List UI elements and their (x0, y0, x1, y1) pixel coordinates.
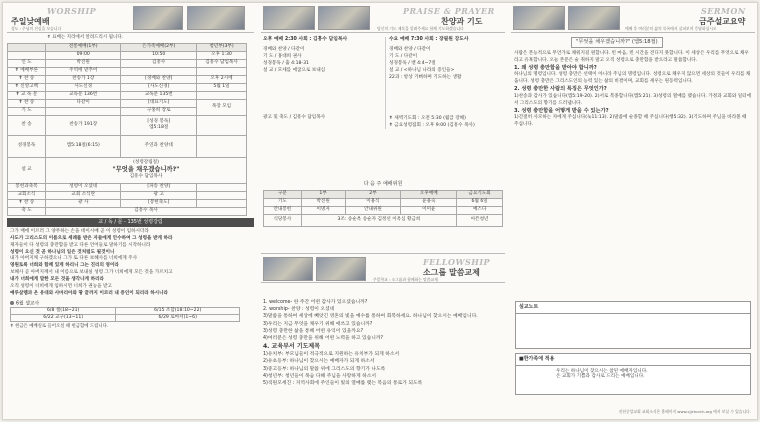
row-label: 봉헌과축복 (8, 183, 46, 191)
sermon-column (511, 3, 755, 419)
fellowship-en-title: FELLOWSHIP (423, 257, 491, 267)
row-label: 교회소식 (8, 191, 46, 199)
sermon-notes-box[interactable] (515, 301, 751, 349)
reading-line: 보혜사 곧 아버지께서 내 이름으로 보내실 성령 그가 너희에게 모든 것을 가르치고 (10, 270, 173, 276)
cell: 박진원 (301, 198, 345, 206)
sermon-preacher: 김흥수 담임목사 (129, 174, 163, 180)
cell: 목장 모임 (197, 99, 247, 115)
worship-photo-2 (187, 6, 245, 30)
cell: 주역에 맡추어 (46, 67, 121, 75)
table-row (8, 135, 247, 157)
sermon-photo-2 (568, 6, 620, 30)
sermon-summary-title: "무엇을 채우겠습니까?" (엡5:18절) (571, 37, 663, 48)
reading-line: 성령이 오신 것 곧 하나님의 일은 것처럼도 될것이니 (10, 249, 115, 255)
question-line: 3)말씀을 통하여 세상에 빼앗긴 영혼의 빛을 예수를 통하여 회복하세요. 하나님이 찾으시는 예배입니다. (263, 314, 478, 320)
sermon-point-3: 3. 성령 충만함을 어떻게 받을 수 있는가? (514, 107, 609, 114)
row-label: ✝ 찬 송 (8, 99, 46, 107)
cell (197, 183, 247, 191)
fellowship-questions (263, 299, 503, 387)
reading-line: 내가 아버지께 구하겠으니 그가 또 다른 보혜사를 너희에게 주사 (10, 256, 138, 262)
sermon-intro: 사람은 본능적으로 무언가로 채워지길 원합니다. 빈 마음, 빈 시간을 견디지 못합니다. 이 세상은 우리를 무엇으로 채우라고 유혹합니다. 오늘 본문은 술 취하지 말고 오직 성령으로 충만함을 받으라고 말씀합니다. (514, 50, 749, 63)
cell: 찬송가 1장 (46, 75, 121, 83)
order-line: 기 도 / 다같이 (389, 54, 418, 60)
bullet-icon (10, 301, 14, 305)
cell: 광 사 (46, 199, 121, 207)
cell: 6/8 셀(18~21) (11, 308, 116, 315)
cell (197, 199, 247, 207)
wednesday-service (385, 37, 503, 129)
duty-block (263, 181, 503, 227)
question-line: 1. welcome- 한 주간 어떤 감사가 있으셨습니까? (263, 300, 368, 305)
application-title: ■한가족에 적용 (516, 354, 750, 366)
praise-ko-title: 찬양과 기도 (441, 17, 483, 26)
table-row (8, 59, 247, 67)
fellowship-photo-2 (316, 257, 366, 281)
table-row (8, 75, 247, 83)
praise-banner (261, 3, 505, 33)
order-line: 22과 : 항상 기뻐하며 기도하는 생활 (389, 74, 462, 80)
row-label: ✝ 찬 송 (8, 75, 46, 83)
cell: 사도신경 (46, 83, 121, 91)
cell: 6/22 교구(13~11) (11, 315, 116, 322)
duty-title: 다 음 주 예배위원 (363, 181, 403, 187)
cell: 교독문 135번 (121, 91, 197, 99)
sermon-en-title: SERMON (701, 6, 746, 16)
cell: 찬송가 191장 (46, 115, 121, 135)
cell: 이명자 (301, 206, 345, 214)
order-line: 성경봉독 / 출 4:18-31 (263, 61, 309, 67)
application-body: 우리는 하나님이 찾으시는 참된 예배자입니다. 온 교회가 기쁨과 감사로 드리는 예배입니다. (556, 368, 648, 380)
row-label: ✝ 찬 송 (8, 199, 46, 207)
table-row (8, 115, 247, 135)
cell: [경배와 찬양] (121, 75, 197, 83)
row-label: ✝ 예배부른 (8, 67, 46, 75)
cell (197, 67, 247, 75)
sermon-subtitle: 예배 후 여러분의 삶의 목록에서 살펴보며 응답하십시오 (625, 26, 717, 31)
cell: 김흥수 (121, 59, 197, 67)
meeting-line: ✝ 새벽기도회 : 오전 5:30 (월급 강해) (389, 115, 466, 121)
fellowship-subtitle: 주일학교 : 소그룹과 함께하는 말씀교재 (373, 277, 438, 282)
meeting-line: ✝ 금요성령집회 : 오후 9:00 (김흥수 목사) (389, 122, 475, 128)
worship-order-table (7, 43, 247, 216)
schedule-title (10, 301, 251, 308)
table-row (11, 315, 240, 322)
table-row (264, 190, 503, 198)
cell: 교독문 136번 (46, 91, 121, 99)
sermon-banner (511, 3, 755, 33)
reading-bar: 교 / 독 / 문 - 135번 성령강림 (7, 218, 254, 227)
row-label: 축 도 (8, 207, 46, 215)
service-1-time: 09:00 (46, 51, 121, 59)
cell (46, 107, 121, 115)
cell (121, 115, 197, 135)
reading-line: 제자들이 다 성령의 충만함을 받고 다른 언어들로 말하기를 시작하니라 (10, 242, 151, 248)
row-label: ✝ 신앙고백 (8, 83, 46, 91)
service-1-header: 전통예배(1부) (46, 43, 121, 51)
cell: 6/29 로마서(1~6) (116, 315, 240, 322)
col-header: 오후예배 (401, 190, 457, 198)
order-line: 성경봉독 / 벧 4:4~7절 (389, 61, 436, 67)
service-3-header: 청년부(3부) (197, 43, 247, 51)
sermon-photo-1 (513, 6, 565, 30)
col-header: 1부 (301, 190, 345, 198)
sermon-point-3-body: 1)간절히 사모하는 자에게 주십니다(눅11:13). 2)말씀에 순종할 때 주십니다(행5:32). 3)기도하며 주님을 바라볼 때 주십니다. (514, 115, 747, 128)
order-line: 기 도 / 홍대희 권사 (263, 54, 302, 60)
col-header: 구분 (264, 190, 302, 198)
praise-subtitle: 당신의 기도 제목을 알려주세요 함께 기도하겠습니다 (377, 26, 464, 31)
cell (197, 91, 247, 99)
praise-photo-2 (318, 6, 370, 30)
reading-line: 사도가 그리스도의 이름으로 세례를 받은 자들에게 안수하여 그 성령을 받게 하라 (10, 235, 173, 241)
question-line: 4)여러분은 성령 충만을 위해 어떤 노력을 하고 있습니까? (263, 335, 384, 341)
worship-banner (7, 3, 254, 33)
order-line: 광고 및 축도 / 김흥수 담임목사 (263, 114, 326, 120)
table-row (8, 207, 247, 215)
service-2-time: 10:50 (121, 51, 197, 59)
cell: 오후 2시에 (197, 75, 247, 83)
cell: 광 고 (121, 191, 197, 199)
sermon-point-2: 2. 성령 충만한 사람의 특징은 무엇인가? (514, 86, 607, 93)
worship-photo-1 (133, 6, 183, 30)
homepage-note: 진천중앙교회 교회소식은 홈페이지 www.cjjchurch.org 에서 보실 수 있습니다. (618, 409, 751, 415)
table-row (8, 67, 247, 75)
table-row (264, 214, 503, 226)
reading-line: 영원토록 너희와 함께 있게 하리니 그는 진리의 영이라 (10, 263, 119, 269)
row-label: 찬 송 (8, 115, 46, 135)
cell: 이용식 (345, 198, 401, 206)
cell: [파송 찬양] (121, 183, 197, 191)
reading-line: 오직 성령이 너희에게 임하시면 너희가 권능을 받고 (10, 283, 112, 289)
sermon-point-2-body: 1)찬송과 감사가 있습니다(엡5:19-20). 2)서로 복종합니다(엡5:21). 3)성령의 열매를 맺습니다. 가정과 교회와 일터에서 그리스도의 향기를 드러냅니다. (514, 93, 752, 106)
prayer-line: 2)유초등부: 하나님이 찾으시는 예배자가 되게 하소서 (263, 359, 375, 365)
worship-subtitle: 성도 : 주님의 진실을 모습니다 (11, 26, 62, 31)
cell: 3조: 송순옥 송순자 김정선 이옥심 황금희 (301, 214, 457, 226)
table-row (264, 206, 503, 214)
row-label: 설 교 (8, 157, 46, 183)
table-row (8, 183, 247, 191)
table-row (8, 199, 247, 207)
reading-line: 내가 너희에게 말한 모든 것을 생각나게 하리라 (10, 277, 104, 283)
afternoon-service (263, 37, 381, 122)
schedule-table (10, 307, 240, 322)
cell: 김흥수 목사 (46, 207, 247, 215)
fellowship-ko-title: 소그룹 말씀교제 (423, 268, 480, 277)
prayer-line: 4)청년부: 청년들이 목숨 다해 주님을 사랑하게 하소서 (263, 373, 376, 379)
cell (197, 135, 247, 157)
cell: 5월 1일 (197, 83, 247, 91)
question-line: 2. worship- 찬양 : 성령이 오셨네 (263, 307, 335, 313)
question-line: 3)성령 충만한 삶을 통해 어떤 유익이 있을까요? (263, 328, 364, 334)
row-label: 인 도 (8, 59, 46, 67)
cell: 아픈청년 (457, 214, 503, 226)
cell-line: [성경 봉독] (147, 119, 171, 125)
cell: 교회 소식란 (46, 191, 121, 199)
responsive-reading (7, 229, 254, 298)
cell: 예스다 (457, 206, 503, 214)
cell: 성령이 오셨네 (46, 183, 121, 191)
cell: 윤용숙 (401, 198, 457, 206)
schedule-title-text: 6월 셀교사 (16, 301, 40, 307)
service-2-header: 은가족예배(2부) (121, 43, 197, 51)
sermon-cell (46, 157, 247, 183)
cell (197, 191, 247, 199)
row-label: 기 도 (8, 107, 46, 115)
cell: 기도 (264, 198, 302, 206)
schedule-block (7, 301, 254, 330)
application-box[interactable] (515, 353, 751, 395)
praise-column (261, 3, 505, 419)
col-header: 금요기도회 (457, 190, 503, 198)
cell: 이미윤 (401, 206, 457, 214)
sermon-point-1-body: 하나님의 명령입니다. 성령 충만은 선택이 아니라 주님의 명령입니다. 성령으로 채우지 않으면 세상의 것들이 우리를 채웁니다. 성령 충만은 그리스도인의 능력 있는 삶의 비결이며, 교회를 세우는 원동력입니다. (514, 72, 751, 85)
sermon-row (8, 157, 247, 183)
sermon-occasion: (성령강림절) (133, 160, 159, 166)
praise-en-title: PRAISE & PRAYER (403, 6, 495, 16)
worship-ko-title: 주일낮예배 (11, 17, 50, 26)
order-line: 설 교 / 모세를 애굽으로 보내심 (263, 67, 326, 73)
cell: 식당봉사 (264, 214, 302, 226)
fellowship-banner (261, 253, 505, 283)
cell: 주연과 찬양대 (121, 135, 197, 157)
table-row (8, 83, 247, 91)
reading-line: 예루살렘과 온 유대와 사마리아와 땅 끝까지 이르러 내 증인이 되리라 하시니라 (10, 290, 168, 296)
cell: 6/15 조합(18:10~22) (116, 308, 240, 315)
reading-line: 그가 배에 이르러 그 양무하는 손을 데이시매 곧 이 성령이 임하시더라 (10, 228, 149, 234)
prayer-line: 3)중고등부: 하나님의 말씀 위에 그리스도의 향기가 나도록 (263, 366, 386, 372)
cell (197, 115, 247, 135)
cell: 6월 6일 (457, 198, 503, 206)
worship-column (7, 3, 254, 419)
row-label: ✝ 교 독 문 (8, 91, 46, 99)
table-row (8, 191, 247, 199)
sermon-title: "무엇을 채우겠습니까?" (112, 166, 180, 174)
bulletin-sheet (2, 2, 758, 420)
order-line: 경배와 찬양 / 다같이 (263, 47, 305, 53)
service-3-time: 오후 1:30 (197, 51, 247, 59)
row-label: 성경봉독 (8, 135, 46, 157)
table-row (11, 308, 240, 315)
col-header: 2부 (345, 190, 401, 198)
cell: 엡5:18절(6:15) (46, 135, 121, 157)
prayer-meetings (389, 116, 503, 130)
prayer-line: 1)유치부: 부모님들이 적극적으로 지원하는 유치부가 되게 하소서 (263, 352, 400, 358)
cell: [대표기도] (121, 99, 197, 107)
prayer-line: 5)직원모세진 : 지역사회에 주인들이 빛의 열매를 맺는 복음의 통로가 되도록 (263, 380, 423, 386)
cell: [사도신경] (121, 83, 197, 91)
notes-title: 설교노트 (516, 302, 750, 314)
wednesday-order (389, 47, 503, 81)
cell-line: 엡5:18절 (149, 125, 169, 131)
cell: 박진원 (46, 59, 121, 67)
order-line: 경배와 찬양 / 다같이 (389, 47, 431, 53)
cell: 안내봉헌 (264, 206, 302, 214)
table-row (8, 91, 247, 99)
prayer-title: 4. 교육부서 기도제목 (263, 343, 321, 351)
table-row (8, 99, 247, 107)
sermon-summary (511, 51, 755, 130)
sermon-point-1: 1. 왜 성령 충만함을 받아야 합니까? (514, 64, 597, 71)
cell: [봉헌축도] (121, 199, 197, 207)
duty-table (263, 190, 503, 227)
table-row (264, 198, 503, 206)
cell: 다같이 (46, 99, 121, 107)
cell: 구홍희 장로 (121, 107, 197, 115)
afternoon-header: 오후 예배 2:30 사회 : 김흥수 담임목사 (263, 37, 348, 42)
wednesday-header: 수요 예배 7:30 사회 : 장필원 강도사 (389, 37, 469, 42)
question-line: 3)우리는 지금 무엇을 채우기 위해 애쓰고 있습니까? (263, 321, 373, 327)
sermon-ko-title: 금주설교요약 (699, 17, 746, 26)
cell (121, 67, 197, 75)
welcome-note: ✝ 표배는 지리에서 알려드리시 됩니다. (47, 35, 124, 40)
offering-note: ✝ 헌금은 예배실로 들어오실 때 헌금함에 드립니다. (10, 324, 109, 330)
order-line: 설 교 / <하나님 나라의 증인들> (389, 67, 455, 73)
worship-en-title: WORSHIP (47, 6, 97, 16)
cell: 김흥수 담임목사 (197, 59, 247, 67)
afternoon-order (263, 47, 381, 121)
cell: 안내위원 (345, 206, 401, 214)
fellowship-photo-1 (263, 257, 313, 281)
praise-photo-1 (263, 6, 315, 30)
